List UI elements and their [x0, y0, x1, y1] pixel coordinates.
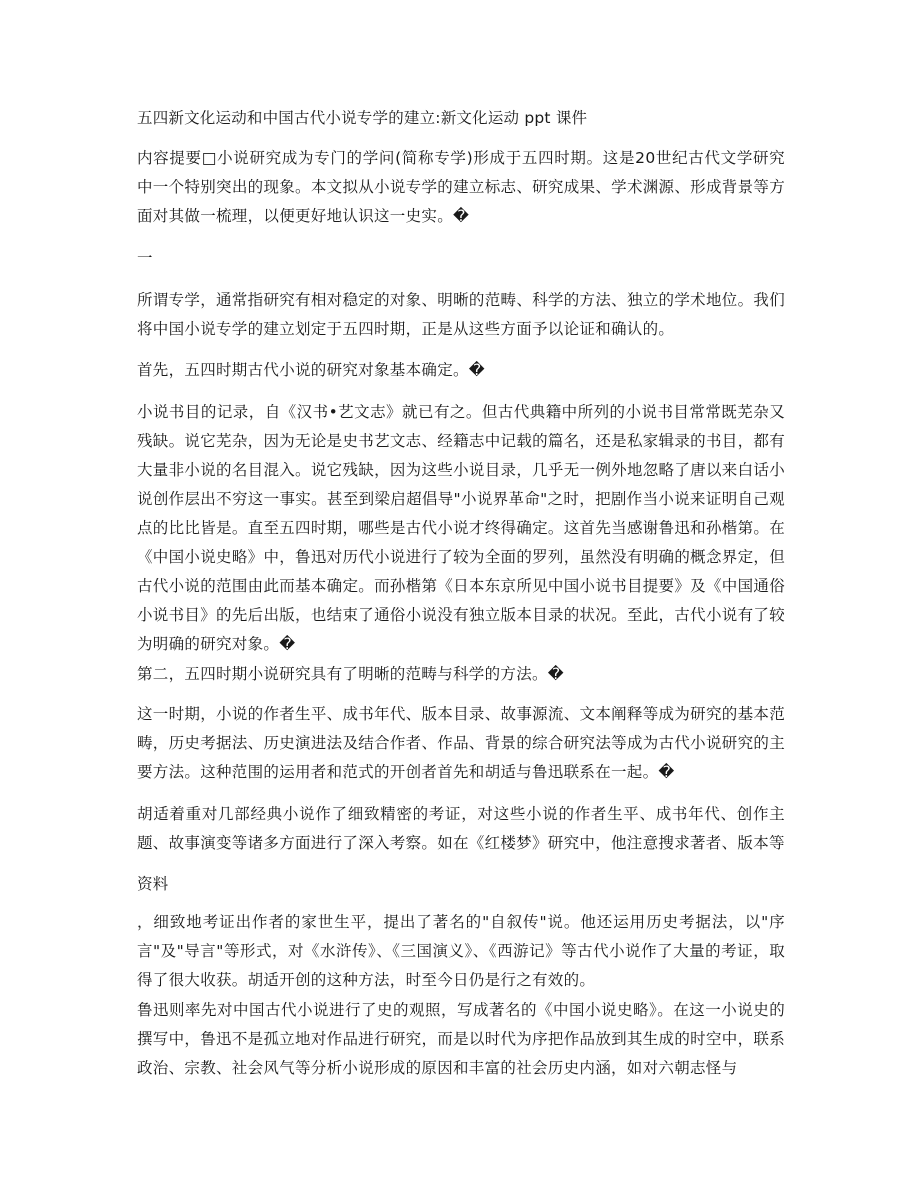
lu-xun-paragraph: 鲁迅则率先对中国古代小说进行了史的观照，写成著名的《中国小说史略》。在这一小说史的撰写中，鲁迅不是孤立地对作品进行研究，而是以时代为序把作品放到其生成的时空中，联系政治、宗教、社会风气等分析小说形成的原因和丰富的社会历史内涵，如对六朝志怪与: [137, 1001, 785, 1077]
first-point-paragraph: 小说书目的记录，自《汉书•艺文志》就已有之。但古代典籍中所列的小说书目常常既芜杂又残缺。说它芜杂，因为无论是史书艺文志、经籍志中记载的篇名，还是私家辑录的书目，都有大量非小说的名目混入。说它残缺，因为这些小说目录，几乎无一例外地忽略了唐以来白话小说创作层出不穷这一事实。甚至到梁启超倡导"小说界革命"之时，把剧作当小说来证明自己观点的比比皆是。直至五四时期，哪些是古代小说才终得确定。这首先当感谢鲁迅和孙楷第。在《中国小说史略》中，鲁迅对历代小说进行了较为全面的罗列，虽然没有明确的概念界定，但古代小说的范围由此而基本确定。而孙楷第《日本东京所见中国小说书目提要》及《中国通俗小说书目》的先后出版，也结束了通俗小说没有独立版本目录的状况。至此，古代小说有了较为明确的研究对象。�: [137, 403, 785, 653]
second-point-heading: 第二，五四时期小说研究具有了明晰的范畴与科学的方法。�: [137, 665, 564, 683]
hu-shi-paragraph: 胡适着重对几部经典小说作了细致精密的考证，对这些小说的作者生平、成书年代、创作主题、故事演变等诸多方面进行了深入考察。如在《红楼梦》研究中，他注意搜求著者、版本等: [137, 805, 785, 852]
document-title: 五四新文化运动和中国古代小说专学的建立:新文化运动 ppt 课件: [137, 109, 588, 127]
hu-shi-continued-paragraph: ，细致地考证出作者的家世生平，提出了著名的"自叙传"说。他还运用历史考据法，以"序言"及"导言"等形式，对《水浒传》、《三国演义》、《西游记》等古代小说作了大量的考证，取得了很大收获。胡适开创的这种方法，时至今日仍是行之有效的。: [137, 913, 785, 989]
second-point-paragraph: 这一时期，小说的作者生平、成书年代、版本目录、故事源流、文本阐释等成为研究的基本范畴，历史考据法、历史演进法及结合作者、作品、背景的综合研究法等成为古代小说研究的主要方法。这种范围的运用者和范式的开创者首先和胡适与鲁迅联系在一起。�: [137, 705, 785, 781]
summary-paragraph: 内容提要□小说研究成为专门的学问(简称专学)形成于五四时期。这是20世纪古代文学研究中一个特别突出的现象。本文拟从小说专学的建立标志、研究成果、学术渊源、形成背景等方面对其做一梳理，以便更好地认识这一史实。�: [137, 149, 785, 225]
first-point-heading: 首先，五四时期古代小说的研究对象基本确定。�: [137, 361, 485, 379]
section-number: 一: [137, 249, 153, 267]
intro-paragraph: 所谓专学，通常指研究有相对稳定的对象、明晰的范畴、科学的方法、独立的学术地位。我们将中国小说专学的建立划定于五四时期，正是从这些方面予以论证和确认的。: [137, 291, 785, 338]
ziliao-fragment: 资料: [137, 875, 169, 893]
